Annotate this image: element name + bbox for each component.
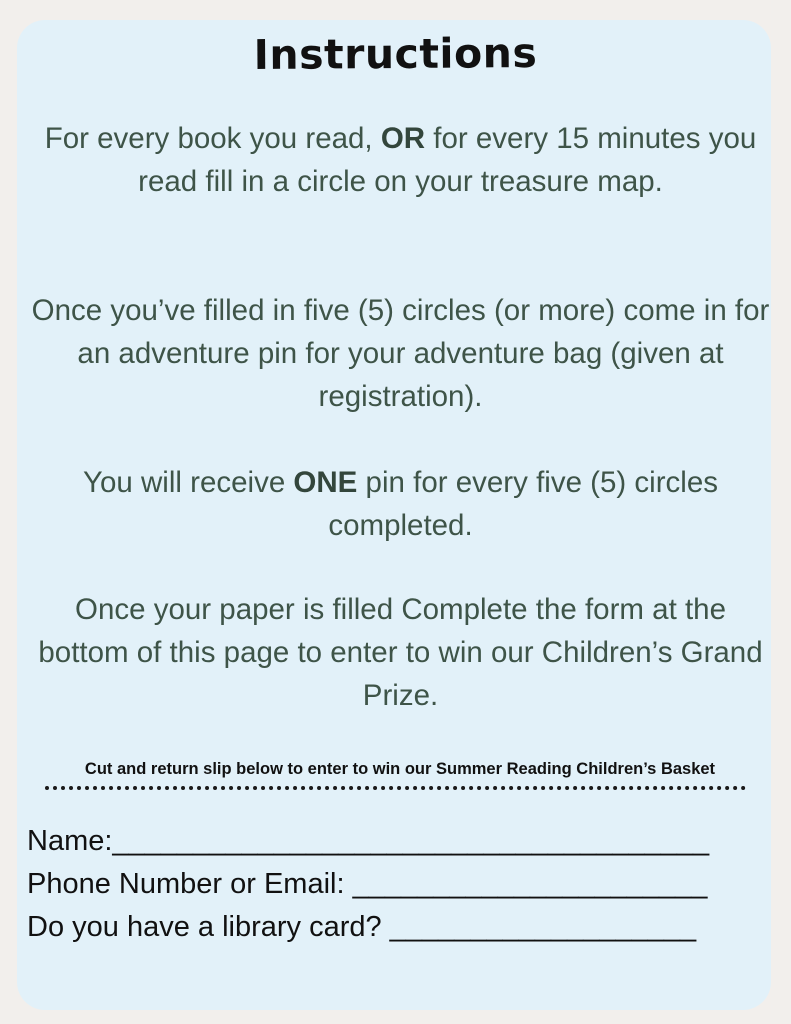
instruction-paragraph-1 bbox=[30, 117, 771, 203]
p1-text-end: for every 15 minutes you read fill in a circle on your treasure map. bbox=[138, 122, 757, 198]
p3-text-end: pin for every five (5) circles completed. bbox=[328, 466, 719, 542]
p1-emphasis: OR bbox=[380, 122, 426, 155]
library-card-field[interactable]: Do you have a library card? ___________________ bbox=[27, 911, 697, 943]
instruction-paragraph-4: Once your paper is filled Complete the form at the bottom of this page to enter to win our Children’s Grand Prize. bbox=[38, 593, 763, 712]
page-title: Instructions bbox=[253, 29, 538, 79]
cut-instruction: Cut and return slip below to enter to win our Summer Reading Children’s Basket bbox=[84, 760, 716, 778]
contact-field[interactable]: Phone Number or Email: ______________________ bbox=[27, 868, 708, 900]
name-field[interactable]: Name:_____________________________________ bbox=[27, 825, 710, 857]
p3-emphasis: ONE bbox=[293, 466, 358, 499]
instruction-paragraph-3 bbox=[30, 461, 771, 547]
p3-text-start: You will receive bbox=[82, 466, 294, 499]
p1-text-start: For every book you read, bbox=[44, 122, 381, 155]
instruction-paragraph-2: Once you’ve filled in five (5) circles (or more) come in for an adventure pin for your adventure bag (given at registration). bbox=[31, 294, 770, 413]
cut-line-divider bbox=[45, 786, 746, 790]
